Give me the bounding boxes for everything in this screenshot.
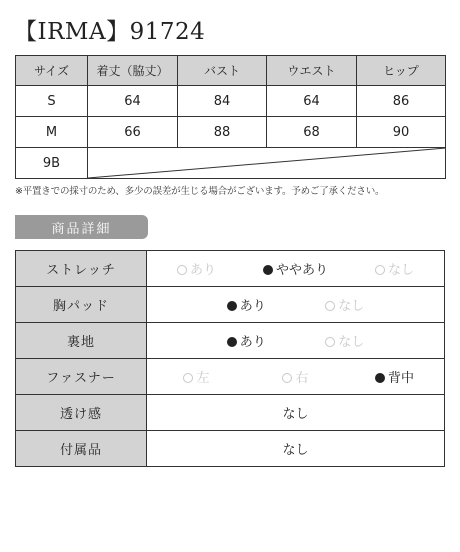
detail-options <box>147 323 445 359</box>
detail-label: 胸パッド <box>16 287 147 323</box>
table-row <box>16 117 446 148</box>
detail-options <box>147 359 445 395</box>
radio-off-icon <box>325 337 335 347</box>
detail-label: ファスナー <box>16 359 147 395</box>
table-row <box>16 148 446 179</box>
details-table <box>15 250 445 467</box>
table-cell: 86 <box>357 86 446 117</box>
detail-row-zipper <box>16 359 445 395</box>
radio-on-icon <box>227 337 237 347</box>
radio-off-icon <box>177 265 187 275</box>
radio-off-icon <box>282 373 292 383</box>
option-item: 右 <box>246 367 345 386</box>
detail-options <box>147 287 445 323</box>
option-item: ややあり <box>246 259 345 278</box>
radio-off-icon <box>183 373 193 383</box>
option-item: なし <box>296 295 395 314</box>
option-item: 背中 <box>345 367 444 386</box>
detail-row-stretch <box>16 251 445 287</box>
detail-row-lining <box>16 323 445 359</box>
radio-on-icon <box>227 301 237 311</box>
radio-off-icon <box>375 265 385 275</box>
measurement-note: ※平置きでの採寸のため、多少の誤差が生じる場合がございます。予めご了承ください。 <box>15 186 385 197</box>
size-table-header-row <box>16 56 446 86</box>
size-cell: 9B <box>16 148 88 179</box>
detail-value: なし <box>147 395 445 431</box>
option-item: あり <box>147 259 246 278</box>
radio-on-icon <box>263 265 273 275</box>
option-item: あり <box>197 331 296 350</box>
table-cell: 66 <box>88 117 178 148</box>
detail-row-bust-pad <box>16 287 445 323</box>
header-hip: ヒップ <box>357 56 446 86</box>
option-item: なし <box>345 259 444 278</box>
table-cell: 84 <box>178 86 267 117</box>
empty-measurement-cell <box>88 148 446 179</box>
radio-off-icon <box>325 301 335 311</box>
table-row <box>16 86 446 117</box>
option-item: あり <box>197 295 296 314</box>
table-cell: 68 <box>267 117 357 148</box>
size-cell: S <box>16 86 88 117</box>
diagonal-strike-line <box>88 148 446 178</box>
option-item: 左 <box>147 367 246 386</box>
detail-options <box>147 251 445 287</box>
size-cell: M <box>16 117 88 148</box>
header-bust: バスト <box>178 56 267 86</box>
header-size: サイズ <box>16 56 88 86</box>
table-cell: 64 <box>267 86 357 117</box>
detail-label: ストレッチ <box>16 251 147 287</box>
section-label: 商品詳細 <box>15 215 148 239</box>
header-waist: ウエスト <box>267 56 357 86</box>
header-length: 着丈（脇丈） <box>88 56 178 86</box>
detail-value: なし <box>147 431 445 467</box>
detail-row-accessories <box>16 431 445 467</box>
detail-row-sheerness <box>16 395 445 431</box>
radio-on-icon <box>375 373 385 383</box>
table-cell: 90 <box>357 117 446 148</box>
detail-label: 裏地 <box>16 323 147 359</box>
detail-label: 付属品 <box>16 431 147 467</box>
option-item: なし <box>296 331 395 350</box>
table-cell: 88 <box>178 117 267 148</box>
product-title: 【IRMA】91724 <box>14 19 206 45</box>
size-table <box>15 55 446 179</box>
table-cell: 64 <box>88 86 178 117</box>
detail-label: 透け感 <box>16 395 147 431</box>
